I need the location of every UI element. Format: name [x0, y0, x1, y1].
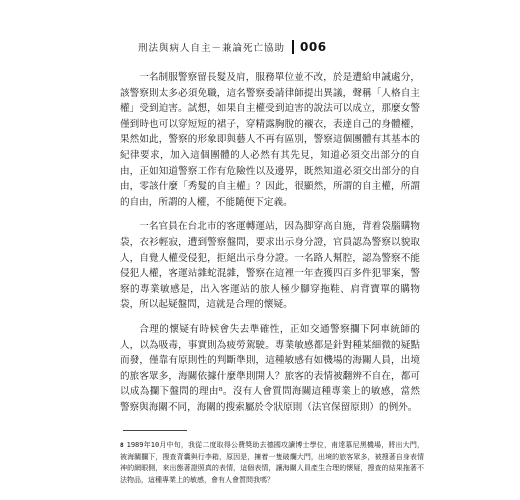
running-header	[138, 40, 327, 54]
footnote-rule	[123, 430, 187, 431]
running-header-title: 刑法與病人自主－兼論死亡協助	[138, 43, 286, 54]
footnote-text: 1989年10月中旬，我從二度取得公費獎助去德國攻讀博士學位，甫達慕尼黑機場，將出大門，被海關攔下，搜查背囊與行李箱，原因是，擁着一隻破爛大門，出境的旅客眾多，被搜著自身表情神的網眼側，來出態著證照真的表情，這個表情，讓海關人員產生合理的懷疑，搜查的結果拖著不法物品，這種專業上的敏感，會有人會質問我嗎？	[120, 441, 424, 484]
paragraph-3: 合理的懷疑有時候會失去準確性，正如交通警察攔下阿車統師的人，以為吸毒，事實則為疲勞駕駛。專業敏感都是針對種某細微的疑點而發，僅靠有原則性的判斷準則，這種敏感有如機場的海關人員，出境的旅客眾多，海關依據什麼準則開人？旅客的表情被翻辨不自在，都可以成為攔下盤問的理由⁸。沒有人會質問海關這種專業上的敏感，當然警察與海關不同，海關的搜索屬於令狀原則（法官保留原則）的例外。	[120, 323, 420, 413]
paragraph-1: 一名制服警察留長髮及肩，服務單位並不改，於是遭給申誡處分，該警察則太多必須免職，這名警察委請律師提出異議，聲稱「人格自主權」受到迫害。試想，如果自主權受到迫害的說法可以成立，那麼女警僅到時也可以穿短短的裙子，穿精露胸脫的襯衣，表達自己的身體權，果然如此，警察的形象即與藝人不再有區別，警察這個團體有其基本的紀律要求，加入這個團體的人必然有其先見，知道必須交出部分的自由，正如知道警察工作有危險性以及邊界，既然知道必須交出部分的自由，零該什麼「秀髮的自主權」？因此，很顯然，所謂的自主權，所謂的自由，所謂的人權，不能隨便下定義。	[120, 72, 420, 208]
page-number: 006	[300, 40, 327, 54]
body-text	[120, 70, 420, 424]
header-divider	[292, 40, 294, 54]
footnote	[120, 440, 424, 486]
footnote-number: 8	[120, 442, 124, 449]
paragraph-2: 一名官員在台北市的客運轉運站，因為脚穿高自施，背着袋腦購物袋，衣衫輕寂，遭到警察盤問，要求出示身分證，官員認為警察以貌取人，自覺人權受侵犯，拒絕出示身分證。一名路人幫腔，認為警察不能侵犯人權，客運站雜蛇混雜，警察在這裡一年查獲四百多件犯罪案，警察的專業敏感是，出入客運站的旅人極少腳穿拖鞋、肩背寶單的購物袋，所以起疑盤問，這就是合理的懷疑。	[120, 221, 420, 311]
